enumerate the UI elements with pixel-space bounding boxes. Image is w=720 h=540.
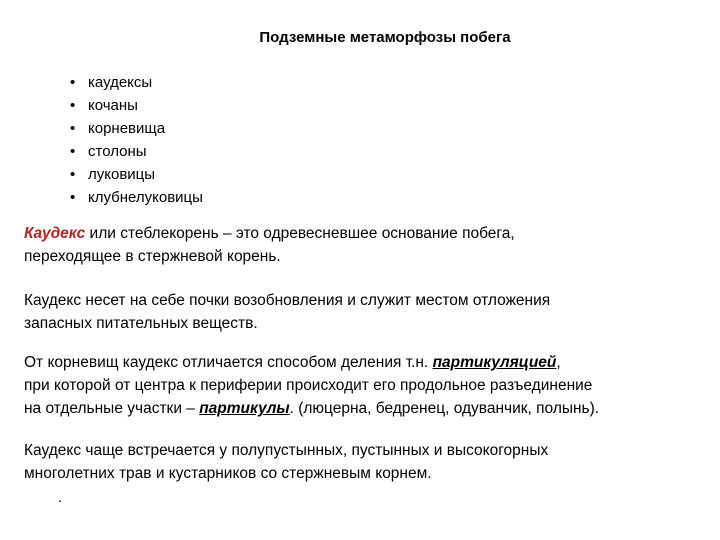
- list-item: [70, 186, 203, 209]
- list-item: [70, 117, 203, 140]
- paragraph-text: запасных питательных веществ.: [24, 315, 258, 332]
- paragraph-caudex-function: [24, 289, 714, 335]
- bullet-icon: •: [70, 189, 76, 206]
- bullet-icon: •: [70, 143, 76, 160]
- list-item-text: корневища: [88, 120, 166, 137]
- paragraph-text: ,: [556, 354, 561, 371]
- paragraph-particulation: [24, 351, 714, 420]
- list-item-text: клубнелуковицы: [88, 189, 203, 206]
- list-item: [70, 71, 203, 94]
- paragraph-caudex-occurrence: [24, 439, 714, 485]
- bullet-icon: •: [70, 166, 76, 183]
- list-item-text: кочаны: [88, 97, 138, 114]
- trailing-mark: .: [58, 489, 63, 506]
- list-item: [70, 163, 203, 186]
- bullet-icon: •: [70, 74, 76, 91]
- paragraph-text: многолетних трав и кустарников со стержневым корнем.: [24, 465, 432, 482]
- paragraph-text: . (люцерна, бедренец, одуванчик, полынь).: [289, 400, 600, 417]
- paragraph-text: От корневищ каудекс отличается способом деления т.н.: [24, 354, 433, 371]
- list-item: [70, 94, 203, 117]
- term-caudex: Каудекс: [24, 225, 86, 242]
- bullet-icon: •: [70, 120, 76, 137]
- slide-title: Подземные метаморфозы побега: [259, 29, 511, 46]
- paragraph-text: Каудекс несет на себе почки возобновления и служит местом отложения: [24, 292, 551, 309]
- list-item-text: столоны: [88, 143, 147, 160]
- term-particles: партикулы: [199, 400, 290, 417]
- paragraph-text: переходящее в стержневой корень.: [24, 248, 281, 265]
- bullet-list: [70, 71, 203, 209]
- paragraph-text: или стеблекорень – это одревесневшее основание побега,: [85, 225, 515, 242]
- paragraph-text: при которой от центра к периферии происходит его продольное разъединение: [24, 377, 593, 394]
- list-item-text: луковицы: [88, 166, 156, 183]
- paragraph-caudex-definition: [24, 222, 714, 268]
- list-item: [70, 140, 203, 163]
- list-item-text: каудексы: [88, 74, 153, 91]
- paragraph-text: Каудекс чаще встречается у полупустынных, пустынных и высокогорных: [24, 442, 549, 459]
- paragraph-text: на отдельные участки –: [24, 400, 200, 417]
- bullet-icon: •: [70, 97, 76, 114]
- term-particulation: партикуляцией: [432, 354, 557, 371]
